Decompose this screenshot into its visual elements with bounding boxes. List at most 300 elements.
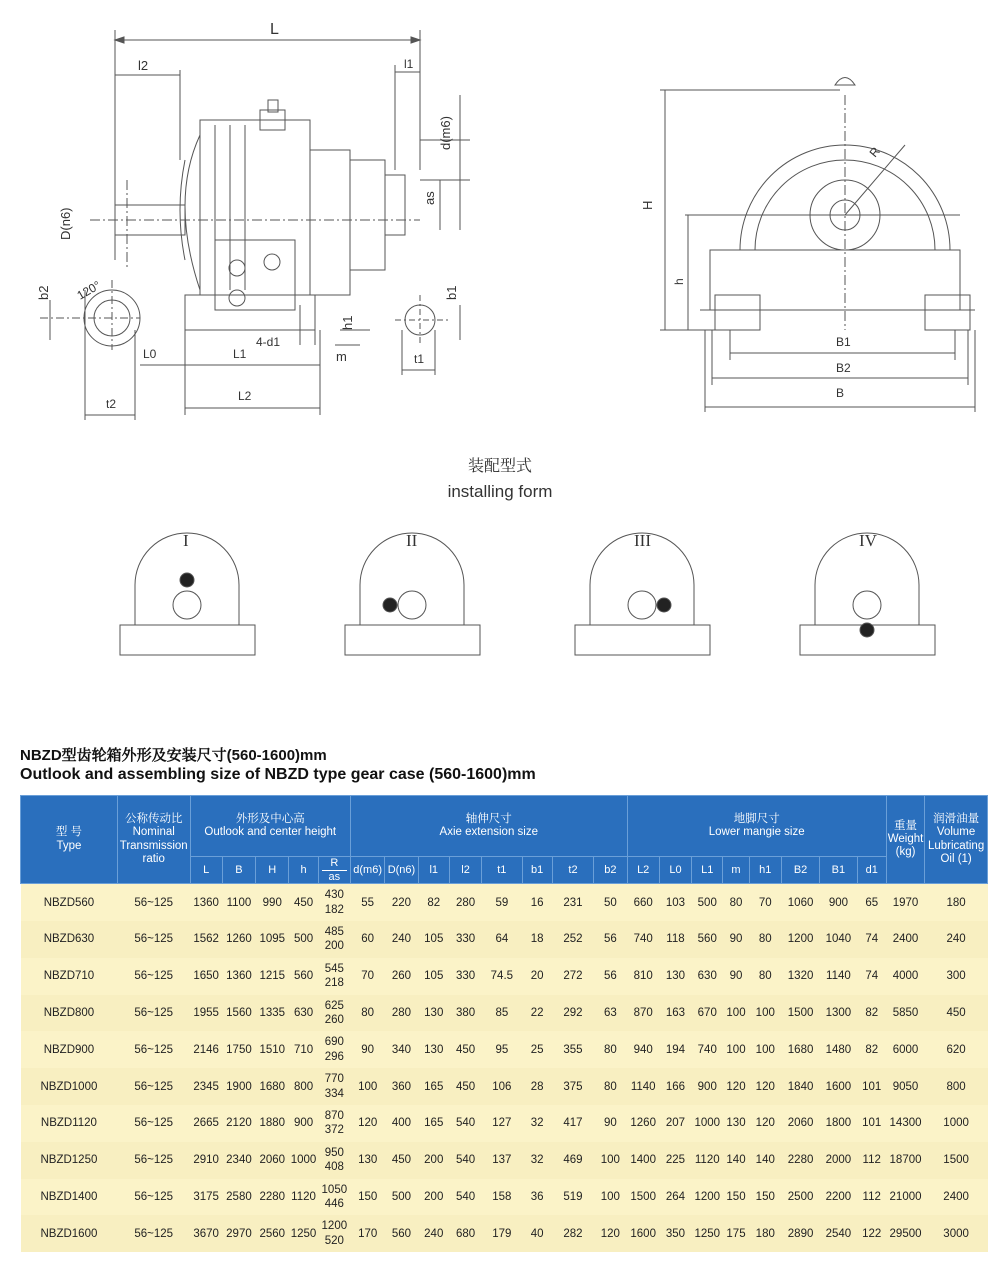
sub-header-t1: t1 — [482, 857, 522, 884]
cell-weight: 29500 — [886, 1215, 924, 1252]
cell-d1: 74 — [857, 921, 886, 958]
cell-oil: 800 — [925, 1068, 988, 1105]
cell-l2: 540 — [449, 1142, 481, 1179]
cell-D: 240 — [385, 921, 418, 958]
cell-L2: 1260 — [627, 1105, 659, 1142]
sub-header-l2: l2 — [449, 857, 481, 884]
cell-L2: 1600 — [627, 1215, 659, 1252]
label-L2: L2 — [238, 389, 252, 403]
cell-d1: 112 — [857, 1179, 886, 1216]
cell-l2: 680 — [449, 1215, 481, 1252]
cell-d: 80 — [351, 995, 385, 1032]
table-row — [21, 1142, 988, 1179]
header-ratio: 公称传动比 Nominal Transmission ratio — [117, 796, 190, 884]
cell-b2: 90 — [594, 1105, 627, 1142]
cell-l1: 165 — [418, 1068, 449, 1105]
cell-D: 360 — [385, 1068, 418, 1105]
cell-t2: 282 — [552, 1215, 593, 1252]
sub-header-b1: b1 — [522, 857, 552, 884]
sub-header-L1: L1 — [692, 857, 723, 884]
label-angle: 120° — [74, 278, 104, 303]
cell-type: NBZD560 — [21, 884, 118, 921]
form-iii-drawing — [575, 533, 710, 655]
cell-l2: 280 — [449, 884, 481, 921]
cell-l2: 540 — [449, 1179, 481, 1216]
cell-L1: 1120 — [692, 1142, 723, 1179]
cell-d: 130 — [351, 1142, 385, 1179]
cell-L1: 1250 — [692, 1215, 723, 1252]
cell-L: 3175 — [190, 1179, 222, 1216]
cell-h1: 120 — [749, 1068, 781, 1105]
cell-B: 1360 — [222, 958, 255, 995]
label-as: as — [422, 191, 437, 205]
cell-t1: 85 — [482, 995, 522, 1032]
cell-oil: 620 — [925, 1031, 988, 1068]
table-row — [21, 1105, 988, 1142]
cell-B2: 2500 — [781, 1179, 819, 1216]
cell-m: 140 — [723, 1142, 749, 1179]
label-h1: h1 — [340, 315, 355, 330]
cell-m: 120 — [723, 1068, 749, 1105]
cell-L: 2665 — [190, 1105, 222, 1142]
cell-L1: 560 — [692, 921, 723, 958]
cell-L: 2345 — [190, 1068, 222, 1105]
label-B1: B1 — [836, 335, 851, 349]
cell-L0: 166 — [659, 1068, 691, 1105]
cell-B: 1560 — [222, 995, 255, 1032]
cell-h1: 70 — [749, 884, 781, 921]
cell-L1: 670 — [692, 995, 723, 1032]
cell-L1: 1000 — [692, 1105, 723, 1142]
cell-b2: 100 — [594, 1142, 627, 1179]
label-t1: t1 — [414, 352, 425, 366]
cell-b1: 16 — [522, 884, 552, 921]
sub-header-B1: B1 — [820, 857, 857, 884]
cell-H: 2280 — [256, 1179, 289, 1216]
cell-oil: 1500 — [925, 1142, 988, 1179]
cell-B1: 900 — [820, 884, 857, 921]
cell-weight: 14300 — [886, 1105, 924, 1142]
cell-type: NBZD630 — [21, 921, 118, 958]
cell-b2: 100 — [594, 1179, 627, 1216]
sub-header-l1: l1 — [418, 857, 449, 884]
cell-weight: 5850 — [886, 995, 924, 1032]
cell-B2: 1500 — [781, 995, 819, 1032]
cell-L0: 163 — [659, 995, 691, 1032]
label-B2: B2 — [836, 361, 851, 375]
label-H: H — [640, 200, 655, 210]
table-row — [21, 1068, 988, 1105]
cell-B2: 2060 — [781, 1105, 819, 1142]
cell-t1: 64 — [482, 921, 522, 958]
cell-t1: 74.5 — [482, 958, 522, 995]
cell-B: 1100 — [222, 884, 255, 921]
cell-L2: 660 — [627, 884, 659, 921]
sub-header-h1: h1 — [749, 857, 781, 884]
cell-l1: 200 — [418, 1142, 449, 1179]
header-outlook: 外形及中心高 Outlook and center height — [190, 796, 350, 857]
cell-B2: 1680 — [781, 1031, 819, 1068]
installing-form-title-cn: 装配型式 — [467, 458, 532, 475]
cell-type: NBZD1600 — [21, 1215, 118, 1252]
cell-type: NBZD710 — [21, 958, 118, 995]
cell-L2: 940 — [627, 1031, 659, 1068]
cell-oil: 450 — [925, 995, 988, 1032]
cell-R-as: 545 218 — [318, 958, 350, 995]
cell-l1: 200 — [418, 1179, 449, 1216]
cell-l2: 330 — [449, 958, 481, 995]
sub-header-R-as: R as — [318, 857, 350, 884]
cell-t2: 469 — [552, 1142, 593, 1179]
form-label-iv: IV — [859, 531, 877, 550]
cell-l2: 330 — [449, 921, 481, 958]
cell-d: 55 — [351, 884, 385, 921]
cell-B: 2580 — [222, 1179, 255, 1216]
cell-h: 800 — [289, 1068, 318, 1105]
table-row — [21, 921, 988, 958]
cell-H: 2060 — [256, 1142, 289, 1179]
cell-t2: 272 — [552, 958, 593, 995]
cell-L2: 1400 — [627, 1142, 659, 1179]
cell-B2: 1320 — [781, 958, 819, 995]
cell-type: NBZD800 — [21, 995, 118, 1032]
cell-b1: 40 — [522, 1215, 552, 1252]
cell-ratio: 56~125 — [117, 1105, 190, 1142]
cell-R-as: 950 408 — [318, 1142, 350, 1179]
cell-d1: 101 — [857, 1068, 886, 1105]
cell-b2: 120 — [594, 1215, 627, 1252]
cell-h1: 80 — [749, 921, 781, 958]
cell-L2: 740 — [627, 921, 659, 958]
cell-t2: 417 — [552, 1105, 593, 1142]
cell-L0: 207 — [659, 1105, 691, 1142]
sub-header-m: m — [723, 857, 749, 884]
cell-t2: 252 — [552, 921, 593, 958]
cell-H: 2560 — [256, 1215, 289, 1252]
label-h: h — [672, 278, 686, 285]
cell-B1: 1480 — [820, 1031, 857, 1068]
table-row — [21, 958, 988, 995]
cell-B1: 1600 — [820, 1068, 857, 1105]
cell-H: 1335 — [256, 995, 289, 1032]
sub-header-b2: b2 — [594, 857, 627, 884]
cell-type: NBZD900 — [21, 1031, 118, 1068]
cell-L: 3670 — [190, 1215, 222, 1252]
cell-L: 1562 — [190, 921, 222, 958]
label-L0: L0 — [143, 347, 157, 361]
cell-l1: 105 — [418, 958, 449, 995]
cell-oil: 240 — [925, 921, 988, 958]
cell-t1: 95 — [482, 1031, 522, 1068]
table-row — [21, 995, 988, 1032]
sub-header-h: h — [289, 857, 318, 884]
cell-R-as: 430 182 — [318, 884, 350, 921]
sub-header-L: L — [190, 857, 222, 884]
cell-b1: 36 — [522, 1179, 552, 1216]
cell-b1: 25 — [522, 1031, 552, 1068]
sub-header-B: B — [222, 857, 255, 884]
cell-m: 175 — [723, 1215, 749, 1252]
cell-weight: 1970 — [886, 884, 924, 921]
cell-l2: 380 — [449, 995, 481, 1032]
cell-ratio: 56~125 — [117, 995, 190, 1032]
sub-header-H: H — [256, 857, 289, 884]
cell-B: 2970 — [222, 1215, 255, 1252]
cell-L1: 500 — [692, 884, 723, 921]
label-d-m6: d(m6) — [438, 116, 453, 150]
cell-B1: 1140 — [820, 958, 857, 995]
cell-L: 2910 — [190, 1142, 222, 1179]
cell-B2: 1060 — [781, 884, 819, 921]
cell-L0: 264 — [659, 1179, 691, 1216]
cell-t1: 158 — [482, 1179, 522, 1216]
cell-B: 1900 — [222, 1068, 255, 1105]
cell-D: 560 — [385, 1215, 418, 1252]
header-foot: 地脚尺寸 Lower mangie size — [627, 796, 886, 857]
form-label-ii: II — [406, 531, 418, 550]
label-L1: L1 — [233, 347, 247, 361]
cell-h1: 150 — [749, 1179, 781, 1216]
cell-b2: 80 — [594, 1031, 627, 1068]
cell-m: 150 — [723, 1179, 749, 1216]
sub-header-d1: d1 — [857, 857, 886, 884]
cell-B1: 2200 — [820, 1179, 857, 1216]
cell-D: 260 — [385, 958, 418, 995]
cell-d1: 101 — [857, 1105, 886, 1142]
table-row — [21, 1215, 988, 1252]
cell-L0: 350 — [659, 1215, 691, 1252]
cell-R-as: 870 372 — [318, 1105, 350, 1142]
cell-d1: 74 — [857, 958, 886, 995]
cell-D: 340 — [385, 1031, 418, 1068]
table-row — [21, 1179, 988, 1216]
cell-weight: 6000 — [886, 1031, 924, 1068]
header-oil: 润滑油量 Volume Lubricating Oil (1) — [925, 796, 988, 884]
cell-t2: 231 — [552, 884, 593, 921]
cell-d1: 82 — [857, 1031, 886, 1068]
cell-m: 130 — [723, 1105, 749, 1142]
cell-ratio: 56~125 — [117, 1215, 190, 1252]
front-view — [660, 78, 975, 413]
cell-L0: 103 — [659, 884, 691, 921]
cell-D: 220 — [385, 884, 418, 921]
label-m: m — [336, 349, 347, 364]
cell-h: 1250 — [289, 1215, 318, 1252]
cell-t1: 106 — [482, 1068, 522, 1105]
cell-weight: 2400 — [886, 921, 924, 958]
header-shaft: 轴伸尺寸 Axie extension size — [351, 796, 628, 857]
cell-l1: 130 — [418, 1031, 449, 1068]
cell-R-as: 770 334 — [318, 1068, 350, 1105]
cell-d1: 82 — [857, 995, 886, 1032]
cell-L0: 130 — [659, 958, 691, 995]
cell-b2: 56 — [594, 958, 627, 995]
cell-d1: 122 — [857, 1215, 886, 1252]
table-title-en: Outlook and assembling size of NBZD type gear case (560-1600)mm — [20, 766, 536, 783]
cell-d1: 65 — [857, 884, 886, 921]
cell-type: NBZD1120 — [21, 1105, 118, 1142]
cell-d: 90 — [351, 1031, 385, 1068]
dimension-table — [20, 795, 988, 1252]
form-i-drawing — [120, 533, 255, 655]
cell-H: 1095 — [256, 921, 289, 958]
cell-weight: 18700 — [886, 1142, 924, 1179]
cell-L: 2146 — [190, 1031, 222, 1068]
cell-L0: 194 — [659, 1031, 691, 1068]
cell-H: 1880 — [256, 1105, 289, 1142]
cell-t2: 375 — [552, 1068, 593, 1105]
cell-R-as: 690 296 — [318, 1031, 350, 1068]
cell-L: 1650 — [190, 958, 222, 995]
cell-t1: 59 — [482, 884, 522, 921]
cell-l2: 540 — [449, 1105, 481, 1142]
sub-header-L2: L2 — [627, 857, 659, 884]
form-ii-drawing — [345, 533, 480, 655]
label-t2: t2 — [106, 397, 117, 411]
cell-m: 100 — [723, 995, 749, 1032]
cell-h: 450 — [289, 884, 318, 921]
cell-b1: 20 — [522, 958, 552, 995]
label-b1: b1 — [444, 285, 459, 300]
cell-L2: 1500 — [627, 1179, 659, 1216]
cell-H: 1510 — [256, 1031, 289, 1068]
cell-b1: 32 — [522, 1105, 552, 1142]
cell-b2: 56 — [594, 921, 627, 958]
cell-m: 90 — [723, 958, 749, 995]
cell-l1: 105 — [418, 921, 449, 958]
cell-B: 2340 — [222, 1142, 255, 1179]
cell-h: 560 — [289, 958, 318, 995]
installing-forms — [120, 533, 935, 655]
cell-type: NBZD1400 — [21, 1179, 118, 1216]
cell-L1: 740 — [692, 1031, 723, 1068]
table-body — [21, 884, 988, 1252]
installing-form-title-en: installing form — [447, 482, 553, 501]
cell-weight: 4000 — [886, 958, 924, 995]
cell-L1: 900 — [692, 1068, 723, 1105]
cell-weight: 9050 — [886, 1068, 924, 1105]
cell-D: 450 — [385, 1142, 418, 1179]
sub-header-B2: B2 — [781, 857, 819, 884]
label-L: L — [270, 21, 279, 38]
cell-ratio: 56~125 — [117, 884, 190, 921]
cell-b2: 63 — [594, 995, 627, 1032]
form-iv-drawing — [800, 533, 935, 655]
sub-header-d: d(m6) — [351, 857, 385, 884]
cell-h1: 140 — [749, 1142, 781, 1179]
cell-d1: 112 — [857, 1142, 886, 1179]
cell-L1: 630 — [692, 958, 723, 995]
cell-h1: 80 — [749, 958, 781, 995]
cell-d: 120 — [351, 1105, 385, 1142]
cell-B1: 2000 — [820, 1142, 857, 1179]
cell-weight: 21000 — [886, 1179, 924, 1216]
cell-R-as: 1200 520 — [318, 1215, 350, 1252]
table-row — [21, 1031, 988, 1068]
cell-R-as: 1050 446 — [318, 1179, 350, 1216]
cell-ratio: 56~125 — [117, 958, 190, 995]
cell-b1: 18 — [522, 921, 552, 958]
cell-m: 90 — [723, 921, 749, 958]
cell-D: 400 — [385, 1105, 418, 1142]
cell-h: 900 — [289, 1105, 318, 1142]
label-l2: l2 — [138, 58, 149, 73]
cell-H: 990 — [256, 884, 289, 921]
cell-t1: 127 — [482, 1105, 522, 1142]
cell-L2: 1140 — [627, 1068, 659, 1105]
cell-B2: 1200 — [781, 921, 819, 958]
cell-B: 2120 — [222, 1105, 255, 1142]
cell-B: 1260 — [222, 921, 255, 958]
cell-ratio: 56~125 — [117, 1031, 190, 1068]
cell-h: 1000 — [289, 1142, 318, 1179]
cell-t1: 179 — [482, 1215, 522, 1252]
header-type: 型 号 Type — [21, 796, 118, 884]
label-B: B — [836, 386, 845, 400]
cell-oil: 1000 — [925, 1105, 988, 1142]
cell-d: 100 — [351, 1068, 385, 1105]
cell-d: 70 — [351, 958, 385, 995]
cell-d: 170 — [351, 1215, 385, 1252]
cell-L0: 118 — [659, 921, 691, 958]
cell-type: NBZD1000 — [21, 1068, 118, 1105]
cell-R-as: 485 200 — [318, 921, 350, 958]
form-label-i: I — [183, 531, 189, 550]
cell-H: 1215 — [256, 958, 289, 995]
cell-m: 80 — [723, 884, 749, 921]
form-label-iii: III — [634, 531, 651, 550]
header-weight: 重量 Weight (kg) — [886, 796, 924, 884]
cell-b1: 32 — [522, 1142, 552, 1179]
cell-L: 1955 — [190, 995, 222, 1032]
cell-L2: 810 — [627, 958, 659, 995]
cell-ratio: 56~125 — [117, 1068, 190, 1105]
cell-B1: 1300 — [820, 995, 857, 1032]
cell-B1: 2540 — [820, 1215, 857, 1252]
cell-ratio: 56~125 — [117, 1179, 190, 1216]
cell-l1: 165 — [418, 1105, 449, 1142]
cell-D: 500 — [385, 1179, 418, 1216]
cell-L: 1360 — [190, 884, 222, 921]
cell-L0: 225 — [659, 1142, 691, 1179]
cell-B2: 2280 — [781, 1142, 819, 1179]
cell-l2: 450 — [449, 1031, 481, 1068]
table-title-cn: NBZD型齿轮箱外形及安装尺寸(560-1600)mm — [20, 747, 327, 764]
table-row — [21, 884, 988, 921]
cell-h1: 100 — [749, 995, 781, 1032]
cell-D: 280 — [385, 995, 418, 1032]
cell-ratio: 56~125 — [117, 921, 190, 958]
sub-header-L0: L0 — [659, 857, 691, 884]
cell-h1: 100 — [749, 1031, 781, 1068]
side-view — [40, 30, 470, 420]
cell-b2: 50 — [594, 884, 627, 921]
cell-b2: 80 — [594, 1068, 627, 1105]
cell-h: 710 — [289, 1031, 318, 1068]
cell-L1: 1200 — [692, 1179, 723, 1216]
cell-h: 500 — [289, 921, 318, 958]
cell-d: 150 — [351, 1179, 385, 1216]
cell-t1: 137 — [482, 1142, 522, 1179]
cell-h: 630 — [289, 995, 318, 1032]
label-4-d1: 4-d1 — [256, 335, 281, 349]
label-b2: b2 — [36, 285, 51, 300]
cell-t2: 519 — [552, 1179, 593, 1216]
cell-B1: 1040 — [820, 921, 857, 958]
cell-oil: 180 — [925, 884, 988, 921]
cell-h1: 180 — [749, 1215, 781, 1252]
cell-type: NBZD1250 — [21, 1142, 118, 1179]
